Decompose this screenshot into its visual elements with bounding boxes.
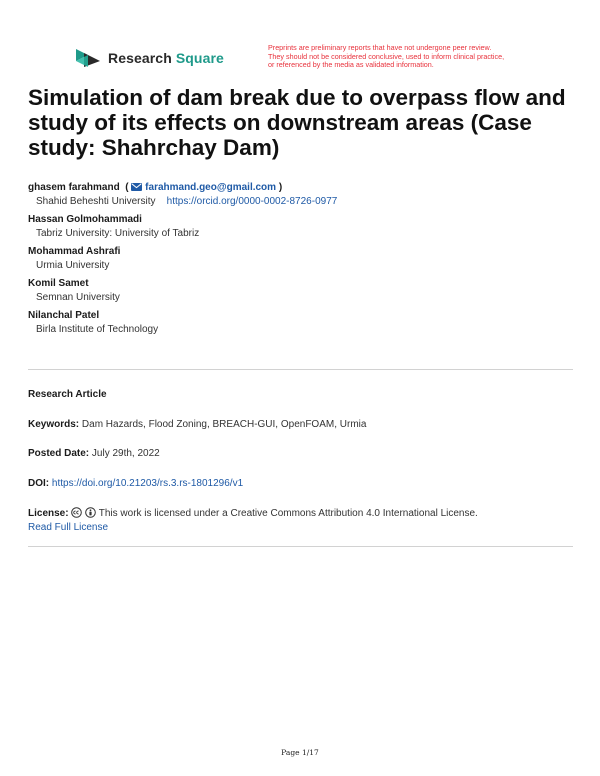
- keywords-label: Keywords:: [28, 419, 80, 430]
- read-full-license-link[interactable]: Read Full License: [28, 522, 109, 533]
- author-affiliation: Urmia University: [36, 260, 110, 271]
- research-square-logo-icon: [74, 47, 102, 69]
- preprint-notice: [268, 44, 538, 70]
- author-name: Mohammad Ashrafi: [28, 246, 121, 257]
- attribution-icon: [85, 507, 96, 518]
- author-name: Nilanchal Patel: [28, 310, 100, 321]
- paren-open: (: [125, 182, 129, 193]
- article-type: [28, 388, 573, 402]
- author-affiliation: Tabriz University: University of Tabriz: [36, 228, 200, 239]
- divider: [28, 369, 573, 370]
- divider: [28, 546, 573, 547]
- keywords-value: Dam Hazards, Flood Zoning, BREACH-GUI, OpenFOAM, Urmia: [81, 419, 367, 430]
- author-name-text: ghasem farahmand: [28, 182, 120, 193]
- notice-line: or referenced by the media as validated information.: [268, 60, 434, 70]
- doi-link[interactable]: https://doi.org/10.21203/rs.3.rs-1801296/v1: [51, 478, 244, 489]
- author-affiliation: Semnan University: [36, 292, 120, 303]
- creative-commons-icon: [71, 507, 82, 518]
- logo-word-research: Research: [108, 50, 172, 66]
- affiliation-text: Shahid Beheshti University: [36, 196, 156, 207]
- posted-date: [28, 447, 573, 461]
- paren-close: ): [278, 182, 283, 193]
- author-list: [28, 181, 573, 341]
- author-email-link[interactable]: farahmand.geo@gmail.com: [145, 182, 277, 193]
- license: [28, 507, 573, 535]
- author-affiliation: [28, 195, 573, 209]
- doi: [28, 477, 573, 491]
- keywords: [28, 418, 573, 432]
- notice-line: Preprints are preliminary reports that have not undergone peer review.: [268, 43, 492, 52]
- posted-date-label: Posted Date:: [28, 448, 90, 459]
- doi-label: DOI:: [28, 478, 50, 489]
- logo-word-square: Square: [175, 50, 224, 66]
- notice-line: They should not be considered conclusive, used to inform clinical practice,: [268, 51, 505, 61]
- license-label: License:: [28, 508, 69, 519]
- research-square-logo[interactable]: [74, 47, 224, 69]
- page-number: Page 1/17: [281, 748, 319, 757]
- author-affiliation: Birla Institute of Technology: [36, 324, 159, 335]
- author-name: Komil Samet: [28, 278, 89, 289]
- license-text: This work is licensed under a Creative Commons Attribution 4.0 International License.: [98, 508, 478, 519]
- author-name: [28, 181, 573, 195]
- logo-wordmark: [108, 50, 224, 66]
- orcid-link[interactable]: https://orcid.org/0000-0002-8726-0977: [166, 196, 338, 207]
- posted-date-value: July 29th, 2022: [91, 448, 160, 459]
- author-name: Hassan Golmohammadi: [28, 214, 142, 225]
- envelope-icon: [131, 183, 142, 191]
- article-type-text: Research Article: [28, 389, 107, 400]
- paper-title: Simulation of dam break due to overpass flow and study of its effects on downstream areas (Case study: Shahrchay Dam): [28, 85, 566, 160]
